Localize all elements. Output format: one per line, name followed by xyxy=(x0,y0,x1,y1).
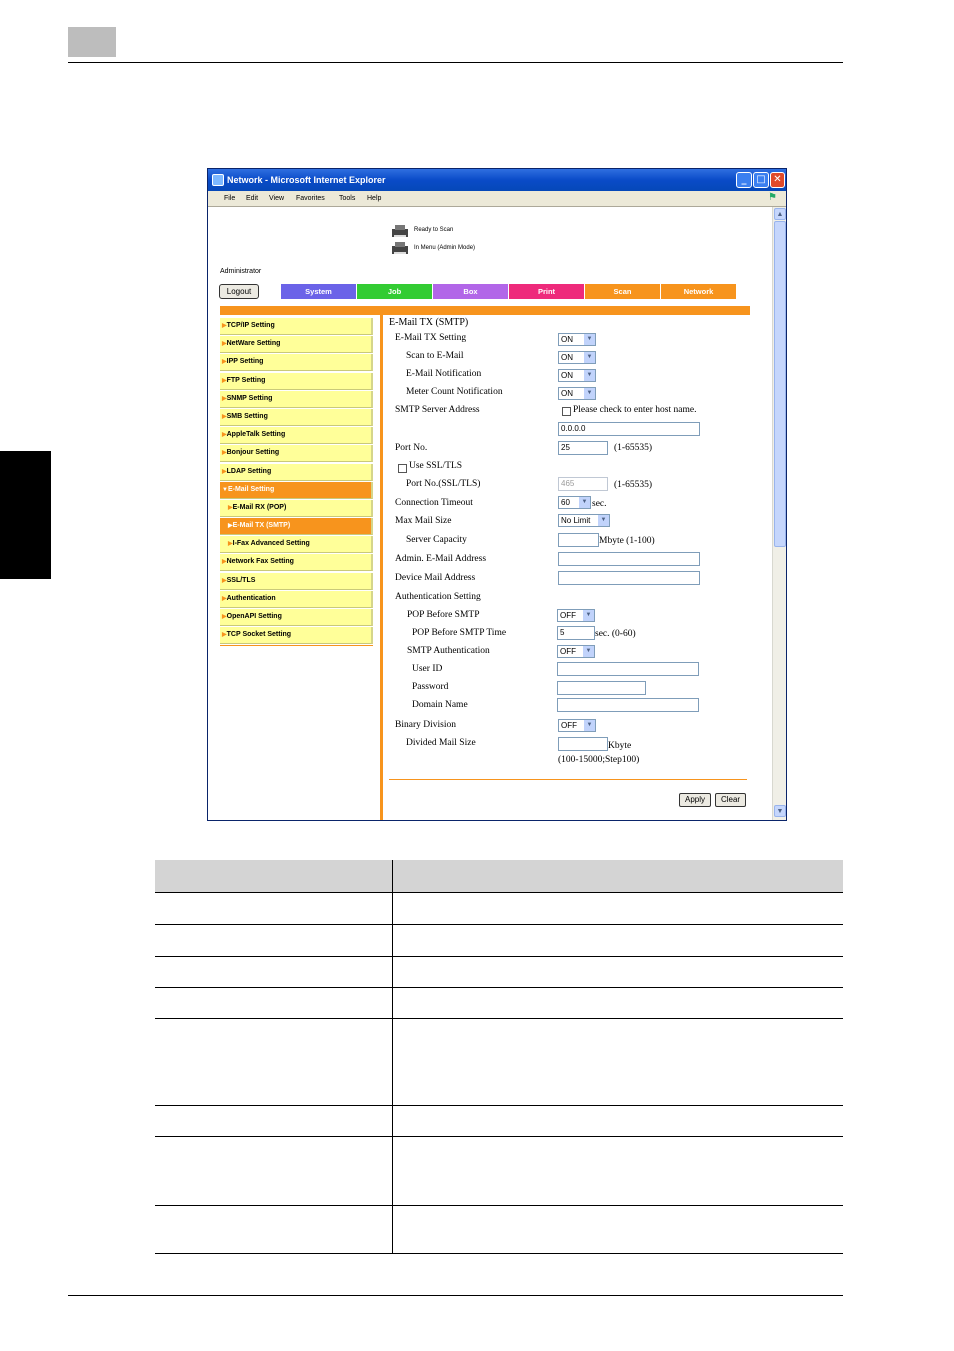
sidebar-item-email-tx[interactable] xyxy=(220,518,373,535)
user-label: Administrator xyxy=(220,268,262,275)
server-capacity-unit: Mbyte (1-100) xyxy=(599,536,655,546)
use-ssl-checkbox[interactable] xyxy=(398,464,407,473)
user-id-input[interactable] xyxy=(557,662,699,676)
footer-rule xyxy=(68,1295,843,1296)
domain-input[interactable] xyxy=(557,698,699,712)
tab-job[interactable]: Job xyxy=(357,284,432,299)
windows-logo-icon: ⚑ xyxy=(768,192,777,203)
input-value: 25 xyxy=(561,443,570,452)
hostname-checkbox[interactable] xyxy=(562,407,571,416)
sidebar-item-ipp[interactable] xyxy=(220,354,373,371)
table-cell xyxy=(392,1105,843,1136)
table-cell xyxy=(392,924,843,956)
sidebar-item-label: AppleTalk Setting xyxy=(226,431,286,439)
sidebar-item-email[interactable] xyxy=(220,482,373,499)
sidebar-item-label: LDAP Setting xyxy=(226,467,272,475)
sidebar-item-label: E-Mail Setting xyxy=(227,485,275,493)
arrow-down-icon: ▼ xyxy=(222,486,228,493)
table-row xyxy=(155,987,843,1018)
sidebar-item-label: TCP/IP Setting xyxy=(226,322,275,329)
admin-email-input[interactable] xyxy=(558,552,700,566)
arrow-right-icon: ▶ xyxy=(228,523,233,530)
chevron-down-icon: ▼ xyxy=(584,388,595,399)
menu-favorites[interactable]: Favorites xyxy=(296,195,325,202)
page-number-tab xyxy=(68,27,116,57)
table-cell xyxy=(392,1018,843,1105)
divided-mail-label: Divided Mail Size xyxy=(406,738,476,748)
clear-button[interactable]: Clear xyxy=(715,793,746,807)
table-row xyxy=(155,1105,843,1136)
printer-icon xyxy=(390,224,410,238)
table-cell xyxy=(392,956,843,987)
printer-admin-icon xyxy=(390,241,410,255)
tab-box[interactable]: Box xyxy=(433,284,508,299)
table-row xyxy=(155,1018,843,1105)
status-admin: In Menu (Admin Mode) xyxy=(414,245,476,251)
sidebar-item-label: E-Mail RX (POP) xyxy=(232,503,287,511)
content-divider xyxy=(380,315,383,820)
auth-setting-label: Authentication Setting xyxy=(395,592,481,602)
scroll-down-icon[interactable]: ▼ xyxy=(774,805,786,817)
divided-mail-unit: Kbyte xyxy=(608,741,632,751)
scroll-thumb[interactable] xyxy=(774,221,786,547)
sidebar-item-label: Network Fax Setting xyxy=(226,558,294,566)
select-value: OFF xyxy=(560,647,576,656)
table-cell xyxy=(155,1205,392,1253)
table-cell xyxy=(392,1136,843,1205)
device-mail-label: Device Mail Address xyxy=(395,573,476,583)
scan-to-email-select[interactable] xyxy=(558,351,596,364)
table-row xyxy=(155,1136,843,1205)
port-range: (1-65535) xyxy=(614,443,652,453)
table-cell xyxy=(392,1205,843,1253)
chevron-down-icon: ▼ xyxy=(598,515,609,526)
maximize-icon[interactable]: □ xyxy=(753,172,769,188)
tab-system[interactable]: System xyxy=(281,284,356,299)
input-value: 5 xyxy=(560,628,565,637)
chevron-down-icon: ▼ xyxy=(584,352,595,363)
table-header-row xyxy=(155,860,843,892)
input-value: 465 xyxy=(561,479,575,488)
form-rule xyxy=(389,779,747,780)
table-cell xyxy=(155,1105,392,1136)
pop-time-label: POP Before SMTP Time xyxy=(412,628,507,638)
arrow-right-icon: ▶ xyxy=(222,632,227,639)
arrow-right-icon: ▶ xyxy=(228,541,233,548)
sidebar-item-netware[interactable] xyxy=(220,336,373,353)
sidebar-item-label: SSL/TLS xyxy=(226,576,256,584)
sidebar-item-snmp[interactable] xyxy=(220,391,373,408)
table-cell xyxy=(155,987,392,1018)
menu-help[interactable]: Help xyxy=(367,195,382,202)
arrow-right-icon: ▶ xyxy=(222,577,227,584)
status-ready: Ready to Scan xyxy=(414,227,454,233)
tab-network[interactable]: Network xyxy=(661,284,736,299)
table-row xyxy=(155,1205,843,1253)
binary-division-select[interactable] xyxy=(558,719,596,732)
menu-edit[interactable]: Edit xyxy=(246,195,259,202)
table-cell xyxy=(155,956,392,987)
pop-time-unit: sec. (0-60) xyxy=(595,629,636,639)
ie-icon xyxy=(212,174,224,186)
select-value: ON xyxy=(561,371,573,380)
page-content xyxy=(208,207,772,820)
sidebar-item-bonjour[interactable] xyxy=(220,445,373,462)
email-notification-select[interactable] xyxy=(558,369,596,382)
sidebar-item-appletalk[interactable] xyxy=(220,427,373,444)
password-input[interactable] xyxy=(557,681,646,695)
chevron-down-icon: ▼ xyxy=(584,720,595,731)
sidebar-item-label: I-Fax Advanced Setting xyxy=(232,540,310,548)
table-cell xyxy=(155,1136,392,1205)
window-title-bar xyxy=(208,169,786,191)
sidebar-item-ldap[interactable] xyxy=(220,464,373,481)
sidebar-item-tcp-socket[interactable] xyxy=(220,627,373,644)
port-input[interactable] xyxy=(558,441,608,455)
chevron-down-icon: ▼ xyxy=(584,370,595,381)
sidebar-item-label: FTP Setting xyxy=(226,376,266,384)
sidebar-item-label: SNMP Setting xyxy=(226,394,273,402)
table-cell xyxy=(392,987,843,1018)
header-rule xyxy=(68,62,843,63)
smtp-server-input[interactable] xyxy=(558,422,700,436)
sidebar-item-label: Bonjour Setting xyxy=(226,449,280,457)
email-tx-select[interactable] xyxy=(558,333,596,346)
arrow-right-icon: ▶ xyxy=(222,395,227,402)
chevron-down-icon: ▼ xyxy=(579,497,590,508)
sidebar-rule xyxy=(220,645,373,646)
select-value: ON xyxy=(561,335,573,344)
table-header-cell xyxy=(155,860,392,892)
sidebar-item-label: IPP Setting xyxy=(226,358,264,366)
header-band xyxy=(220,306,750,315)
description-table xyxy=(155,860,843,1254)
sidebar-item-label: SMB Setting xyxy=(226,412,268,420)
device-mail-input[interactable] xyxy=(558,571,700,585)
sidebar-item-authentication[interactable] xyxy=(220,591,373,608)
sidebar-item-network-fax[interactable] xyxy=(220,554,373,571)
table-row xyxy=(155,924,843,956)
smtp-auth-label: SMTP Authentication xyxy=(407,646,490,656)
arrow-right-icon: ▶ xyxy=(222,413,227,420)
sidebar-item-email-rx[interactable] xyxy=(220,500,373,517)
pop-before-smtp-label: POP Before SMTP xyxy=(407,610,480,620)
chapter-thumb-tab xyxy=(0,451,51,579)
port-ssl-input[interactable] xyxy=(558,477,608,491)
port-ssl-label: Port No.(SSL/TLS) xyxy=(406,479,481,489)
sidebar-item-label: E-Mail TX (SMTP) xyxy=(232,522,291,530)
scroll-up-icon[interactable]: ▲ xyxy=(774,208,786,220)
menu-tools[interactable]: Tools xyxy=(339,195,356,202)
admin-email-label: Admin. E-Mail Address xyxy=(395,554,487,564)
arrow-right-icon: ▶ xyxy=(222,323,227,329)
table-row xyxy=(155,892,843,924)
arrow-right-icon: ▶ xyxy=(222,559,227,566)
smtp-server-label: SMTP Server Address xyxy=(395,405,480,415)
scan-to-email-label: Scan to E-Mail xyxy=(406,351,464,361)
sidebar-item-ftp[interactable] xyxy=(220,373,373,390)
menu-bar xyxy=(208,191,786,207)
select-value: 60 xyxy=(561,498,570,507)
email-notification-label: E-Mail Notification xyxy=(406,369,482,379)
arrow-right-icon: ▶ xyxy=(222,359,227,366)
timeout-select[interactable] xyxy=(558,496,591,509)
table-cell xyxy=(155,1018,392,1105)
sidebar-item-ifax[interactable] xyxy=(220,536,373,553)
use-ssl-label: Use SSL/TLS xyxy=(409,461,463,471)
close-icon[interactable]: ✕ xyxy=(770,172,785,188)
select-value: OFF xyxy=(561,721,577,730)
input-value: 0.0.0.0 xyxy=(561,424,586,433)
timeout-unit: sec. xyxy=(592,499,607,509)
arrow-right-icon: ▶ xyxy=(222,595,227,602)
page-title: E-Mail TX (SMTP) xyxy=(389,317,469,328)
sidebar-item-tcpip[interactable] xyxy=(220,318,373,335)
minimize-icon[interactable]: _ xyxy=(736,172,752,188)
chevron-down-icon: ▼ xyxy=(583,646,594,657)
binary-division-label: Binary Division xyxy=(395,720,456,730)
tab-print[interactable]: Print xyxy=(509,284,584,299)
meter-count-select[interactable] xyxy=(558,387,596,400)
arrow-right-icon: ▶ xyxy=(222,341,227,348)
sidebar-item-openapi[interactable] xyxy=(220,609,373,626)
server-capacity-input[interactable] xyxy=(558,533,599,547)
select-value: No Limit xyxy=(561,516,591,525)
table-cell xyxy=(155,892,392,924)
port-ssl-range: (1-65535) xyxy=(614,480,652,490)
table-cell xyxy=(392,892,843,924)
email-tx-label: E-Mail TX Setting xyxy=(395,333,467,343)
arrow-right-icon: ▶ xyxy=(222,468,227,475)
window-title: Network - Microsoft Internet Explorer xyxy=(227,175,386,185)
chevron-down-icon: ▼ xyxy=(584,334,595,345)
user-id-label: User ID xyxy=(412,664,443,674)
timeout-label: Connection Timeout xyxy=(395,498,473,508)
server-capacity-label: Server Capacity xyxy=(406,535,467,545)
sidebar-item-label: OpenAPI Setting xyxy=(226,613,282,620)
arrow-right-icon: ▶ xyxy=(222,432,227,439)
apply-button[interactable]: Apply xyxy=(679,793,711,807)
divided-mail-range: (100-15000;Step100) xyxy=(558,755,640,765)
sidebar-item-ssl[interactable] xyxy=(220,573,373,590)
table-header-cell xyxy=(392,860,843,892)
select-value: ON xyxy=(561,389,573,398)
vertical-scrollbar[interactable] xyxy=(772,207,786,820)
sidebar-item-label: Authentication xyxy=(226,594,276,602)
max-mail-label: Max Mail Size xyxy=(395,516,452,526)
chevron-down-icon: ▼ xyxy=(583,610,594,621)
sidebar-item-smb[interactable] xyxy=(220,409,373,426)
arrow-right-icon: ▶ xyxy=(222,377,227,384)
domain-label: Domain Name xyxy=(412,700,468,710)
hostname-check-label: Please check to enter host name. xyxy=(573,405,697,415)
select-value: OFF xyxy=(560,611,576,620)
tab-scan[interactable]: Scan xyxy=(585,284,660,299)
arrow-right-icon: ▶ xyxy=(228,504,233,511)
table-row xyxy=(155,956,843,987)
smtp-auth-select[interactable] xyxy=(557,645,595,658)
port-label: Port No. xyxy=(395,443,428,453)
meter-count-label: Meter Count Notification xyxy=(406,387,503,397)
logout-button[interactable]: Logout xyxy=(219,284,259,299)
table-cell xyxy=(155,924,392,956)
menu-view[interactable]: View xyxy=(269,195,285,202)
sidebar xyxy=(220,318,373,645)
select-value: ON xyxy=(561,353,573,362)
pop-time-input[interactable] xyxy=(557,626,595,640)
sidebar-item-label: NetWare Setting xyxy=(226,340,281,348)
divided-mail-input[interactable] xyxy=(558,737,608,751)
password-label: Password xyxy=(412,682,449,692)
sidebar-item-label: TCP Socket Setting xyxy=(226,631,292,639)
arrow-right-icon: ▶ xyxy=(222,450,227,457)
browser-window xyxy=(207,168,787,821)
arrow-right-icon: ▶ xyxy=(222,614,227,620)
pop-before-smtp-select[interactable] xyxy=(557,609,595,622)
menu-file[interactable]: File xyxy=(224,195,236,202)
max-mail-select[interactable] xyxy=(558,514,610,527)
